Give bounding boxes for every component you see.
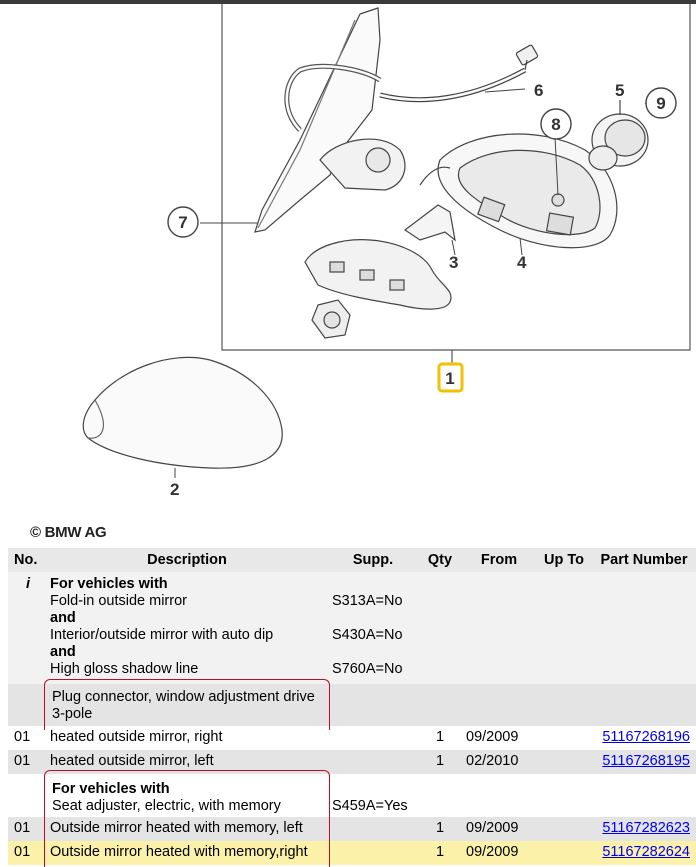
cable-drawing <box>380 44 538 99</box>
header-from: From <box>462 548 536 572</box>
info-description <box>46 572 328 684</box>
header-description: Description <box>46 548 328 572</box>
bracket-drawing <box>405 205 455 240</box>
callout-7-label: 7 <box>178 213 188 232</box>
table-row[interactable]: 01 Outside mirror heated with memory, left 1 09/2009 51167282623 <box>8 817 696 841</box>
callout-4[interactable]: 4 <box>517 253 527 272</box>
part-number-link[interactable]: 51167268196 <box>602 729 690 745</box>
callout-1-highlighted[interactable] <box>439 364 462 391</box>
info-line: High gloss shadow line <box>50 661 199 677</box>
note-row <box>8 684 696 726</box>
header-supp: Supp. <box>328 548 418 572</box>
supp-code: S313A=No <box>332 593 403 609</box>
callout-9-label: 9 <box>656 94 666 113</box>
callout-6[interactable]: 6 <box>534 81 544 100</box>
part-number-link[interactable]: 51167282623 <box>602 820 690 836</box>
info-line: Interior/outside mirror with auto dip <box>50 627 274 643</box>
header-up-to: Up To <box>536 548 592 572</box>
callout-1-label: 1 <box>445 369 455 388</box>
supp-code: S760A=No <box>332 661 403 677</box>
mirror-cap-drawing <box>83 357 282 468</box>
callout-2[interactable]: 2 <box>170 480 180 499</box>
table-header-row <box>8 548 696 572</box>
callout-8[interactable] <box>541 109 571 139</box>
table-row[interactable]: 01 heated outside mirror, right 1 09/2009 51167268196 <box>8 726 696 750</box>
callout-7[interactable] <box>168 207 198 237</box>
motor-drawing <box>589 100 648 170</box>
table-row[interactable]: 01 heated outside mirror, left 1 02/2010 51167268195 <box>8 750 696 774</box>
info-supp <box>328 572 418 684</box>
table-row-selected[interactable]: 01 Outside mirror heated with memory,right 1 09/2009 51167282624 <box>8 841 696 865</box>
row-description: Outside mirror heated with memory,right <box>46 841 328 865</box>
part-number-link[interactable]: 51167268195 <box>602 753 690 769</box>
mirror-base-drawing <box>255 8 405 232</box>
info-row <box>8 572 696 684</box>
parts-table <box>8 548 696 865</box>
info-line: and <box>50 644 76 660</box>
info-icon: i <box>8 572 46 684</box>
callout-9[interactable] <box>646 88 676 118</box>
glass-carrier-drawing <box>305 240 451 338</box>
callout-8-label: 8 <box>551 115 561 134</box>
callout-5[interactable]: 5 <box>615 81 625 100</box>
row-description: Outside mirror heated with memory, left <box>46 817 328 841</box>
copyright-label: © BMW AG <box>30 524 107 541</box>
supp-code: S430A=No <box>332 627 403 643</box>
header-qty: Qty <box>418 548 462 572</box>
header-part-number: Part Number <box>592 548 696 572</box>
note-description: Plug connector, window adjustment drive 3-pole <box>46 684 328 726</box>
row-description: heated outside mirror, left <box>46 750 328 774</box>
row-description: heated outside mirror, right <box>46 726 328 750</box>
supp-code: S459A=Yes <box>332 798 408 814</box>
parts-diagram <box>0 4 696 544</box>
info-line: For vehicles with <box>50 576 168 592</box>
note-description: For vehicles with Seat adjuster, electric, with memory <box>46 774 328 817</box>
part-number-link[interactable]: 51167282624 <box>602 844 690 860</box>
info-line: Fold-in outside mirror <box>50 593 187 609</box>
header-no: No. <box>8 548 46 572</box>
info-line: and <box>50 610 76 626</box>
note-row <box>8 774 696 817</box>
callout-3[interactable]: 3 <box>449 253 459 272</box>
